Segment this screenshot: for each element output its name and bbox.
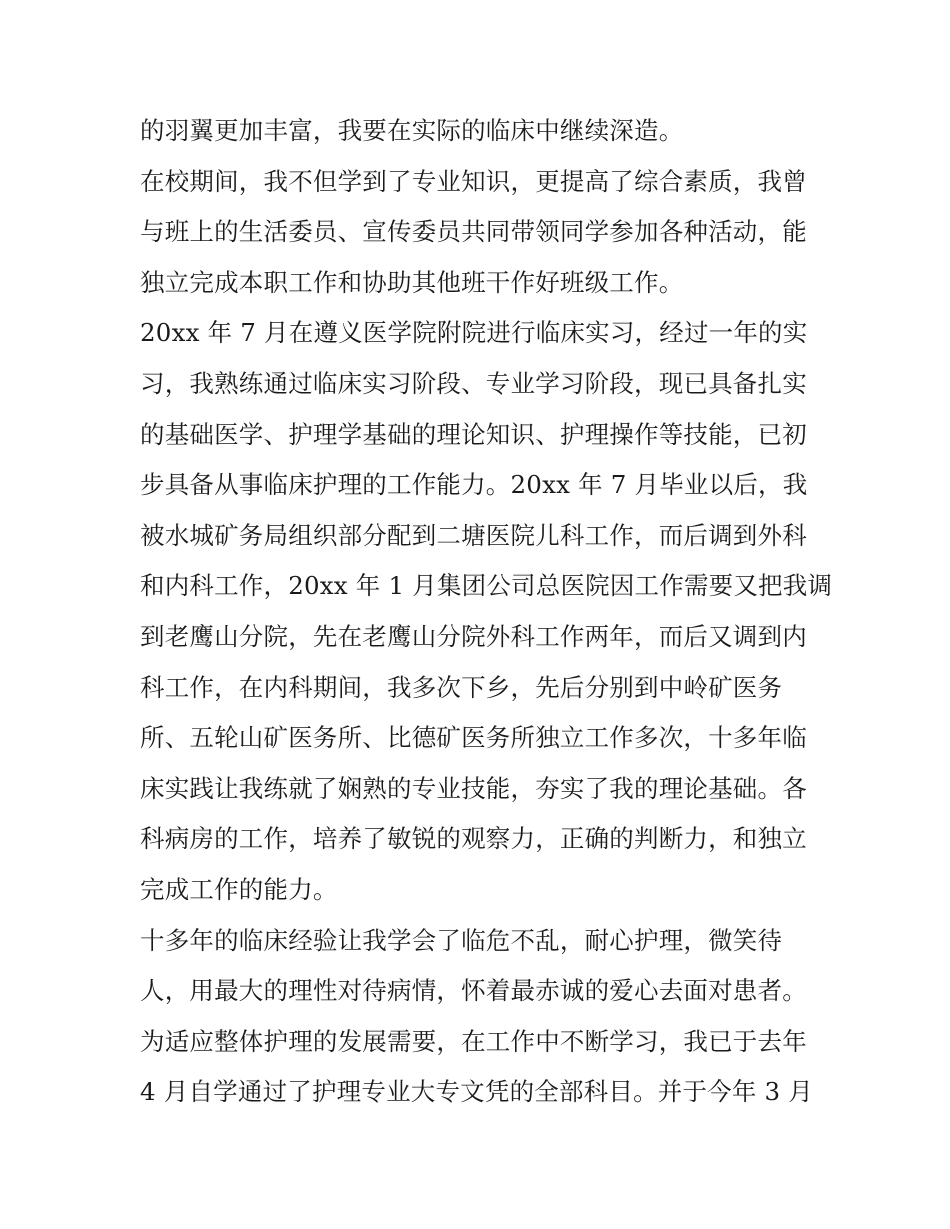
text-line: 的羽翼更加丰富，我要在实际的临床中继续深造。	[140, 116, 684, 145]
text-line: 人，用最大的理性对待病情，怀着最赤诚的爱心去面对患者。	[140, 976, 807, 1006]
text-line: 在校期间，我不但学到了专业知识，更提高了综合素质，我曾	[140, 166, 807, 196]
text-line: 十多年的临床经验让我学会了临危不乱，耐心护理，微笑待	[140, 925, 783, 955]
text-line: 科工作，在内科期间，我多次下乡，先后分别到中岭矿医务	[140, 672, 783, 702]
text-line: 独立完成本职工作和协助其他班干作好班级工作。	[140, 267, 684, 297]
text-line: 床实践让我练就了娴熟的专业技能，夯实了我的理论基础。各	[140, 773, 807, 803]
text-line: 到老鹰山分院，先在老鹰山分院外科工作两年，而后又调到内	[140, 621, 807, 651]
text-line: 与班上的生活委员、宣传委员共同带领同学参加各种活动，能	[140, 217, 807, 247]
text-line: 习，我熟练通过临床实习阶段、专业学习阶段，现已具备扎实	[140, 368, 807, 398]
text-line: 完成工作的能力。	[140, 874, 338, 904]
text-line: 被水城矿务局组织部分配到二塘医院儿科工作，而后调到外科	[140, 520, 807, 550]
text-line: 的基础医学、护理学基础的理论知识、护理操作等技能，已初	[140, 419, 807, 449]
text-line: 和内科工作，20xx 年 1 月集团公司总医院因工作需要又把我调	[140, 571, 833, 601]
text-line: 为适应整体护理的发展需要，在工作中不断学习，我已于去年	[140, 1026, 807, 1056]
text-line: 所、五轮山矿医务所、比德矿医务所独立工作多次，十多年临	[140, 723, 807, 753]
text-line: 科病房的工作，培养了敏锐的观察力，正确的判断力，和独立	[140, 824, 807, 854]
document-body	[140, 106, 833, 1118]
text-line: 20xx 年 7 月在遵义医学院附院进行临床实习，经过一年的实	[140, 318, 808, 348]
text-line: 步具备从事临床护理的工作能力。20xx 年 7 月毕业以后，我	[140, 470, 808, 500]
text-line: 4 月自学通过了护理专业大专文凭的全部科目。并于今年 3 月	[140, 1077, 814, 1107]
